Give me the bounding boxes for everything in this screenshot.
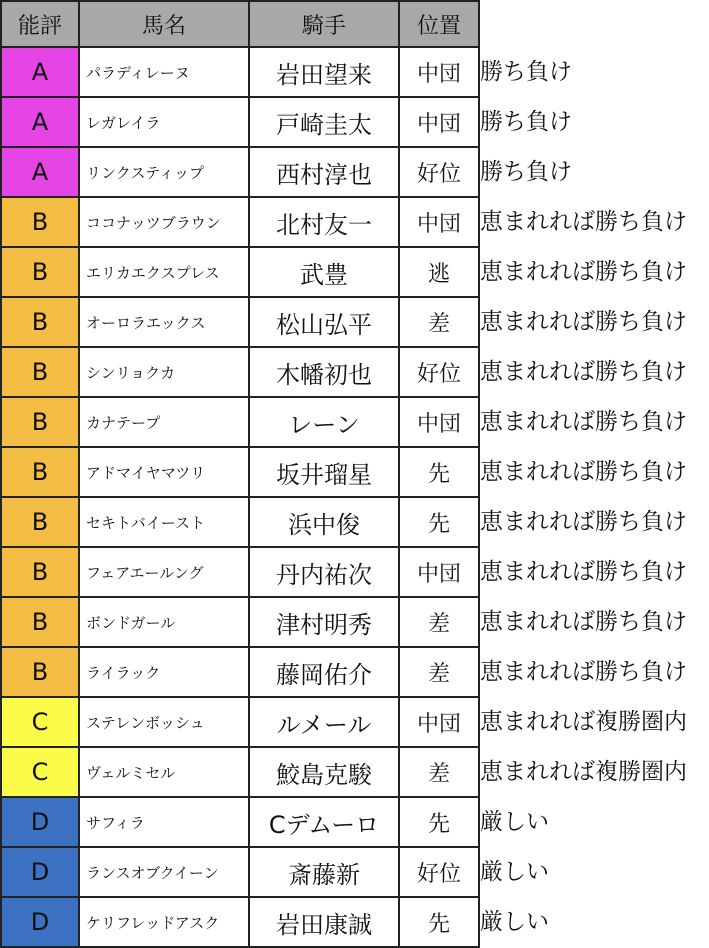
table-row [1,297,479,347]
comment-text: 厳しい [480,859,549,885]
horse-name-cell: アドマイヤマツリ [79,447,249,497]
grade-cell: D [1,797,79,847]
comment-text: 恵まれれば勝ち負け [480,259,687,285]
grade-cell: B [1,347,79,397]
jockey-cell: 丹内祐次 [249,547,399,597]
comment-text: 恵まれれば勝ち負け [480,209,687,235]
grade-cell: C [1,747,79,797]
comment-text: 恵まれれば勝ち負け [480,459,687,485]
horse-name-cell: セキトバイースト [79,497,249,547]
comment-text: 厳しい [480,809,549,835]
horse-name-cell: リンクスティップ [79,147,249,197]
horse-name-cell: カナテープ [79,397,249,447]
jockey-cell: レーン [249,397,399,447]
jockey-cell: 木幡初也 [249,347,399,397]
position-cell: 差 [399,597,479,647]
jockey-cell: 鮫島克駿 [249,747,399,797]
table-row [1,247,479,297]
jockey-cell: 戸崎圭太 [249,97,399,147]
grade-cell: B [1,647,79,697]
jockey-cell: ルメール [249,697,399,747]
comment-text: 恵まれれば勝ち負け [480,309,687,335]
horse-name-cell: エリカエクスプレス [79,247,249,297]
comment-text: 勝ち負け [480,59,572,85]
comment-text: 恵まれれば勝ち負け [480,359,687,385]
grade-cell: B [1,597,79,647]
position-cell: 中団 [399,547,479,597]
position-cell: 差 [399,297,479,347]
table-row [1,447,479,497]
header-grade: 能評 [1,1,79,47]
horse-name-cell: サフィラ [79,797,249,847]
comment-text: 恵まれれば勝ち負け [480,509,687,535]
table-row [1,97,479,147]
comment-text: 恵まれれば勝ち負け [480,659,687,685]
horse-name-cell: ライラック [79,647,249,697]
table-row [1,647,479,697]
position-cell: 先 [399,797,479,847]
position-cell: 中団 [399,397,479,447]
position-cell: 好位 [399,847,479,897]
grade-cell: B [1,197,79,247]
grade-cell: A [1,97,79,147]
jockey-cell: Cデムーロ [249,797,399,847]
horse-name-cell: ヴェルミセル [79,747,249,797]
comment-text: 勝ち負け [480,109,572,135]
comment-text: 勝ち負け [480,159,572,185]
position-cell: 中団 [399,697,479,747]
position-cell: 差 [399,647,479,697]
jockey-cell: 津村明秀 [249,597,399,647]
table-row [1,847,479,897]
comment-text: 厳しい [480,909,549,935]
jockey-cell: 岩田康誠 [249,897,399,947]
grade-cell: B [1,547,79,597]
table-row [1,697,479,747]
table-row [1,897,479,947]
grade-cell: A [1,47,79,97]
table-row [1,797,479,847]
grade-cell: D [1,897,79,947]
table-row [1,397,479,447]
comment-text: 恵まれれば勝ち負け [480,409,687,435]
table-row [1,47,479,97]
header-horse: 馬名 [79,1,249,47]
comment-text: 恵まれれば複勝圏内 [480,759,687,785]
table-row [1,747,479,797]
horse-name-cell: ランスオブクイーン [79,847,249,897]
table-row [1,597,479,647]
position-cell: 好位 [399,147,479,197]
position-cell: 逃 [399,247,479,297]
position-cell: 中団 [399,197,479,247]
position-cell: 差 [399,747,479,797]
grade-cell: B [1,247,79,297]
grade-cell: B [1,497,79,547]
grade-cell: C [1,697,79,747]
header-jockey: 騎手 [249,1,399,47]
header-row [1,1,479,47]
table-row [1,147,479,197]
comment-text: 恵まれれば勝ち負け [480,609,687,635]
table-row [1,197,479,247]
comment-text: 恵まれれば複勝圏内 [480,709,687,735]
grade-cell: D [1,847,79,897]
horse-name-cell: ココナッツブラウン [79,197,249,247]
horse-name-cell: オーロラエックス [79,297,249,347]
jockey-cell: 岩田望来 [249,47,399,97]
table-row [1,547,479,597]
grade-cell: B [1,297,79,347]
position-cell: 中団 [399,47,479,97]
grade-cell: A [1,147,79,197]
jockey-cell: 北村友一 [249,197,399,247]
position-cell: 先 [399,447,479,497]
position-cell: 好位 [399,347,479,397]
jockey-cell: 西村淳也 [249,147,399,197]
position-cell: 先 [399,497,479,547]
table-row [1,497,479,547]
horse-name-cell: フェアエールング [79,547,249,597]
grade-cell: B [1,447,79,497]
position-cell: 中団 [399,97,479,147]
jockey-cell: 斎藤新 [249,847,399,897]
horse-name-cell: レガレイラ [79,97,249,147]
jockey-cell: 武豊 [249,247,399,297]
table-body [1,47,479,947]
position-cell: 先 [399,897,479,947]
jockey-cell: 浜中俊 [249,497,399,547]
header-position: 位置 [399,1,479,47]
jockey-cell: 藤岡佑介 [249,647,399,697]
horse-name-cell: ボンドガール [79,597,249,647]
horse-name-cell: シンリョクカ [79,347,249,397]
comment-text: 恵まれれば勝ち負け [480,559,687,585]
jockey-cell: 松山弘平 [249,297,399,347]
grade-cell: B [1,397,79,447]
horse-name-cell: ステレンボッシュ [79,697,249,747]
table-row [1,347,479,397]
jockey-cell: 坂井瑠星 [249,447,399,497]
horse-name-cell: パラディレーヌ [79,47,249,97]
horse-name-cell: ケリフレッドアスク [79,897,249,947]
